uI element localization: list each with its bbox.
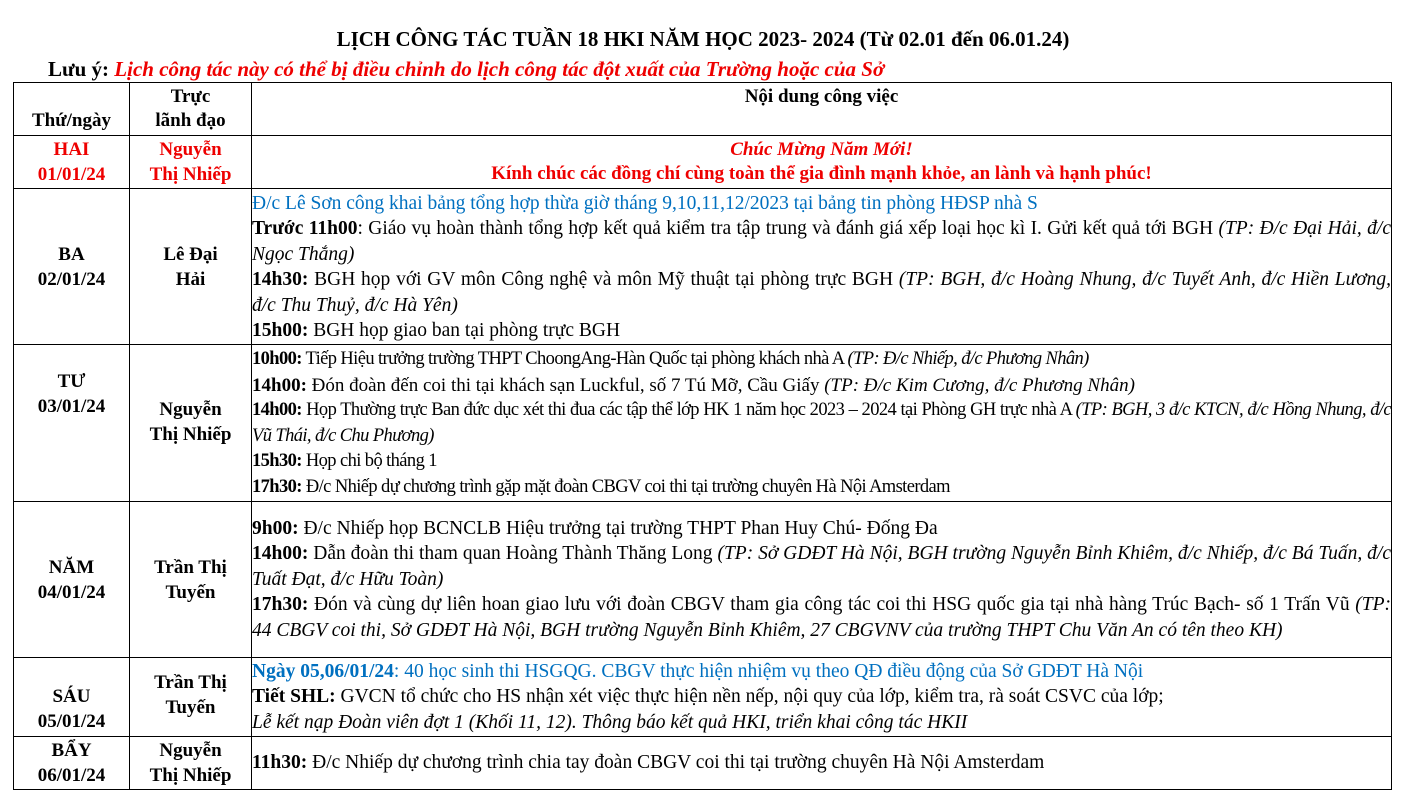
day-cell: [14, 345, 130, 502]
schedule-item: [252, 267, 1391, 318]
greeting-line-2: Kính chúc các đồng chí cùng toàn thể gia đình mạnh khỏe, an lành và hạnh phúc!: [491, 163, 1152, 184]
lead-cell: [130, 345, 252, 502]
item-time: 14h00:: [252, 374, 307, 396]
item-participants: (TP: BGH, đ/c Hoàng Nhung, đ/c Tuyết Anh, đ/c Hiền Lương, đ/c Thu Thuỷ, đ/c Hà Yên): [252, 269, 1391, 316]
item-time: Trước 11h00: [252, 218, 358, 239]
lead-name-line-2: Tuyến: [165, 581, 216, 603]
item-participants: (TP: Sở GDĐT Hà Nội, BGH trường Nguyễn Bỉnh Khiêm, đ/c Nhiếp, đ/c Bá Tuấn, đ/c Tuất Đạt, đ/c Hữu Toàn): [252, 543, 1391, 590]
table-row: [14, 136, 1392, 189]
item-text: Dẫn đoàn thi tham quan Hoàng Thành Thăng Long: [308, 543, 718, 565]
item-time: 17h30:: [252, 476, 302, 497]
day-cell: [14, 189, 130, 345]
item-text: Tiếp Hiệu trưởng trường THPT ChoongAng-Hàn Quốc tại phòng khách nhà A: [301, 349, 848, 369]
lead-cell: [130, 658, 252, 737]
item-participants: (TP: 44 CBGV coi thi, Sở GDĐT Hà Nội, BGH trường Nguyễn Bỉnh Khiêm, 27 CBGVNV của trường THPT Chu Văn An có tên theo KH): [252, 594, 1391, 641]
item-text: Đ/c Nhiếp dự chương trình chia tay đoàn CBGV coi thi tại trường chuyên Hà Nội Amsterdam: [307, 752, 1045, 774]
table-row: [14, 737, 1392, 790]
day-date: 01/01/24: [37, 164, 106, 185]
day-cell: [14, 658, 130, 737]
table-row: [14, 345, 1392, 502]
item-text: Họp Thường trực Ban đức dục xét thi đua các tập thể lớp HK 1 năm học 2023 – 2024 tại Phòng GH trực nhà A: [301, 400, 1076, 420]
content-cell: [252, 345, 1392, 502]
day-date: 06/01/24: [37, 765, 106, 786]
schedule-item: [252, 318, 1391, 344]
lead-name-line-2: Tuyến: [165, 697, 216, 718]
item-text: : Giáo vụ hoàn thành tổng hợp kết quả kiểm tra tập trung và đánh giá xếp loại học kì I. Gửi kết quả tới BGH: [357, 218, 1214, 239]
item-participants: (TP: Đ/c Đại Hải, đ/c Ngọc Thắng): [252, 218, 1391, 265]
item-time: Tiết SHL:: [252, 686, 336, 708]
content-cell: [252, 136, 1392, 189]
schedule-item: [252, 449, 1391, 475]
schedule-item: [252, 475, 1391, 501]
day-cell: [14, 737, 130, 790]
header-lead-line-2: lãnh đạo: [155, 110, 226, 131]
content-cell: [252, 502, 1392, 658]
schedule-item: [252, 398, 1391, 449]
table-row: [14, 189, 1392, 345]
item-text: BGH họp với GV môn Công nghệ và môn Mỹ thuật tại phòng trực BGH: [308, 269, 899, 290]
lead-name-line-1: Nguyễn: [159, 399, 222, 420]
day-date: 03/01/24: [37, 396, 106, 417]
item-text: : 40 học sinh thi HSGQG. CBGV thực hiện nhiệm vụ theo QĐ điều động của Sở GDĐT Hà Nội: [393, 660, 1144, 682]
item-text: Đ/c Nhiếp dự chương trình gặp mặt đoàn CBGV coi thi tại trường chuyên Hà Nội Amsterdam: [301, 476, 950, 497]
content-cell: [252, 737, 1392, 790]
schedule-item: [252, 541, 1391, 592]
lead-name-line-1: Lê Đại: [163, 243, 218, 265]
item-text: Đón và cùng dự liên hoan giao lưu với đoàn CBGV tham gia công tác coi thi HSG quốc gia tại nhà hàng Trúc Bạch- số 1 Trấn Vũ: [308, 594, 1356, 616]
item-text: Đ/c Nhiếp họp BCNCLB Hiệu trưởng tại trường THPT Phan Huy Chú- Đống Đa: [298, 517, 938, 539]
schedule-item: [252, 592, 1391, 643]
table-row: [14, 658, 1392, 737]
schedule-item: [252, 373, 1391, 399]
lead-name-line-1: Trần Thị: [154, 672, 227, 693]
schedule-item: [252, 659, 1391, 685]
day-name: SÁU: [52, 686, 91, 707]
table-row: [14, 502, 1392, 658]
page-title: LỊCH CÔNG TÁC TUẦN 18 HKI NĂM HỌC 2023- 2024 (Từ 02.01 đến 06.01.24): [336, 27, 1070, 51]
schedule-item: [252, 516, 1391, 542]
lead-name-line-2: Thị Nhiếp: [149, 164, 232, 185]
item-text: BGH họp giao ban tại phòng trực BGH: [308, 320, 621, 341]
item-time: Ngày 05,06/01/24: [252, 660, 394, 682]
note-label: Lưu ý:: [48, 57, 110, 81]
item-time: 11h30:: [252, 752, 308, 774]
item-time: 9h00:: [252, 517, 299, 539]
day-name: HAI: [53, 139, 90, 160]
schedule-item: [252, 750, 1391, 776]
lead-name-line-2: Hải: [175, 268, 206, 290]
lead-cell: [130, 737, 252, 790]
lead-cell: [130, 502, 252, 658]
header-content: Nội dung công việc: [252, 83, 1392, 136]
day-date: 05/01/24: [37, 711, 106, 732]
day-name: BẨY: [51, 740, 92, 761]
item-participants: (TP: Đ/c Nhiếp, đ/c Phương Nhân): [847, 349, 1089, 369]
day-name: TƯ: [57, 371, 86, 392]
lead-name-line-2: Thị Nhiếp: [149, 424, 232, 445]
day-cell: [14, 136, 130, 189]
day-name: BA: [58, 243, 85, 265]
item-text: Đón đoàn đến coi thi tại khách sạn Luckful, số 7 Tú Mỡ, Cầu Giấy: [306, 374, 825, 396]
note-text: Lịch công tác này có thể bị điều chỉnh do lịch công tác đột xuất của Trường hoặc của Sở: [114, 57, 885, 81]
lead-name-line-1: Nguyễn: [159, 139, 222, 160]
item-time: 10h00:: [252, 349, 302, 369]
greeting-line-1: Chúc Mừng Năm Mới!: [730, 139, 913, 160]
lead-name-line-1: Trần Thị: [154, 556, 227, 578]
item-text: GVCN tổ chức cho HS nhận xét việc thực hiện nền nếp, nội quy của lớp, kiểm tra, rà soát CSVC của lớp;: [335, 686, 1164, 708]
item-time: 15h30:: [252, 451, 302, 471]
item-participants: (TP: BGH, 3 đ/c KTCN, đ/c Hồng Nhung, đ/c Vũ Thái, đ/c Chu Phương): [252, 400, 1391, 446]
header-day: Thứ/ngày: [14, 83, 130, 136]
item-time: 14h00:: [252, 543, 309, 565]
day-cell: [14, 502, 130, 658]
item-text: Họp chi bộ tháng 1: [301, 451, 437, 471]
schedule-item: [252, 684, 1391, 710]
schedule-note: [48, 56, 884, 82]
schedule-item: [252, 216, 1391, 267]
content-cell: [252, 658, 1392, 737]
table-header-row: [14, 83, 1392, 136]
schedule-table: [13, 82, 1392, 790]
day-date: 04/01/24: [37, 581, 106, 603]
lead-name-line-1: Nguyễn: [159, 740, 222, 761]
content-cell: [252, 189, 1392, 345]
header-lead-line-1: Trực: [170, 86, 211, 107]
lead-name-line-2: Thị Nhiếp: [149, 765, 232, 786]
day-date: 02/01/24: [37, 268, 106, 290]
schedule-item: Lễ kết nạp Đoàn viên đợt 1 (Khối 11, 12). Thông báo kết quả HKI, triển khai công tác HKII: [252, 711, 968, 733]
item-time: 14h00:: [252, 400, 302, 420]
lead-cell: [130, 136, 252, 189]
day-name: NĂM: [48, 556, 95, 578]
item-time: 15h00:: [252, 320, 309, 341]
schedule-item: [252, 347, 1391, 373]
schedule-item: Đ/c Lê Sơn công khai bảng tổng hợp thừa giờ tháng 9,10,11,12/2023 tại bảng tin phòng HĐSP nhà S: [252, 192, 1038, 214]
item-time: 14h30:: [252, 269, 309, 290]
item-time: 17h30:: [252, 594, 309, 616]
item-participants: (TP: Đ/c Kim Cương, đ/c Phương Nhân): [824, 374, 1135, 396]
header-lead: [130, 83, 252, 136]
lead-cell: [130, 189, 252, 345]
